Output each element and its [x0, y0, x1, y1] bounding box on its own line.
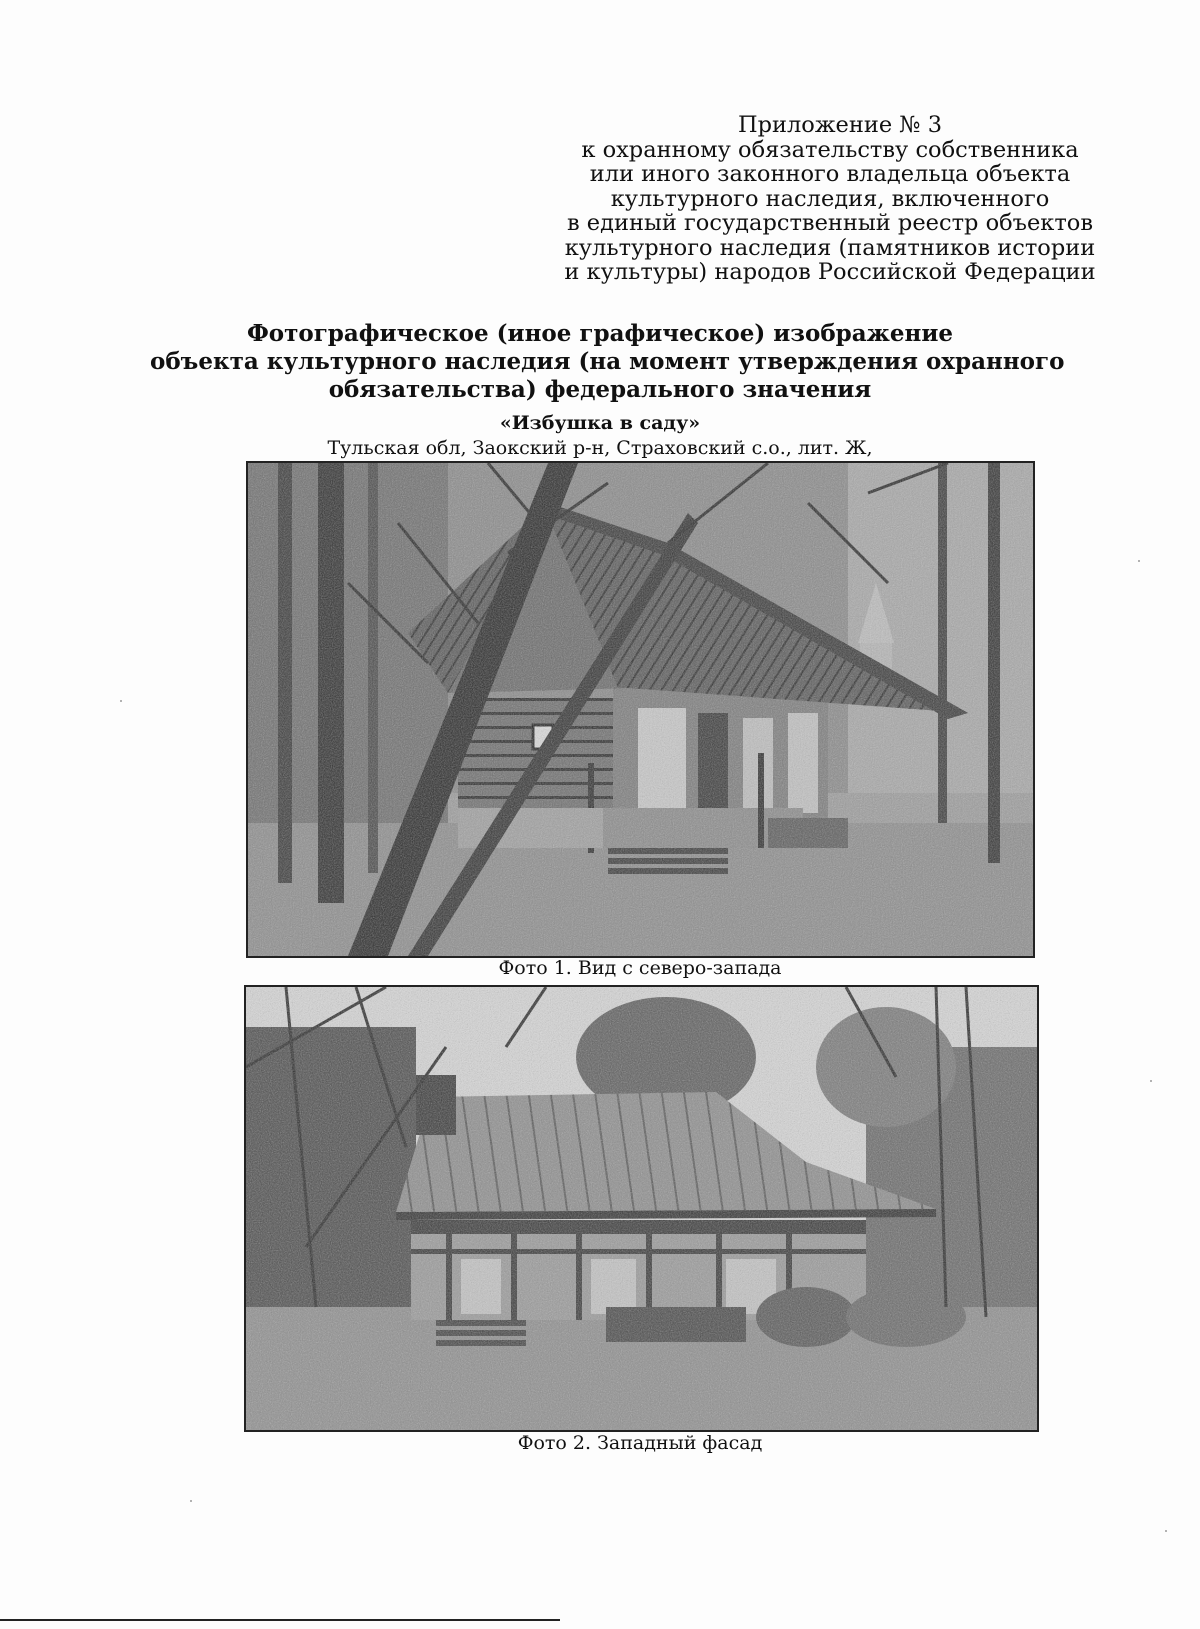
appendix-line-7: и культуры) народов Российской Федерации: [564, 259, 1096, 285]
document-title: [150, 320, 1065, 404]
object-name: «Избушка в саду»: [499, 412, 701, 434]
appendix-line-5: в единый государственный реестр объектов: [566, 210, 1094, 236]
object-address: Тульская обл, Заокский р-н, Страховский с.о., лит. Ж,: [327, 437, 873, 459]
scan-speckle: [1165, 1530, 1167, 1532]
scan-speckle: [1138, 560, 1140, 562]
scan-speckle: [190, 1500, 192, 1502]
appendix-header: [560, 113, 1100, 285]
photo-1-cabin-northwest: [246, 461, 1035, 958]
photo-2-cabin-west-facade: [244, 985, 1039, 1432]
photo-2-image: [246, 987, 1037, 1430]
appendix-line-4: культурного наследия, включенного: [610, 185, 1050, 212]
title-line-1: Фотографическое (иное графическое) изображение: [246, 320, 954, 347]
appendix-line-2: к охранному обязательству собственника: [581, 136, 1079, 163]
scan-speckle: [120, 700, 122, 702]
appendix-line-6: культурного наследия (памятников истории: [564, 234, 1096, 261]
title-line-3: обязательства) федерального значения: [328, 376, 872, 403]
scan-speckle: [1150, 1080, 1152, 1082]
appendix-number: Приложение № 3: [737, 112, 943, 138]
photo-1-image: [248, 463, 1033, 956]
photo-1-caption: Фото 1. Вид с северо-запада: [498, 957, 782, 979]
appendix-line-3: или иного законного владельца объекта: [589, 161, 1071, 187]
photo-2-caption: Фото 2. Западный фасад: [517, 1432, 763, 1454]
page-bottom-rule: [0, 1619, 560, 1621]
title-line-2: объекта культурного наследия (на момент утверждения охранного: [150, 348, 1065, 375]
